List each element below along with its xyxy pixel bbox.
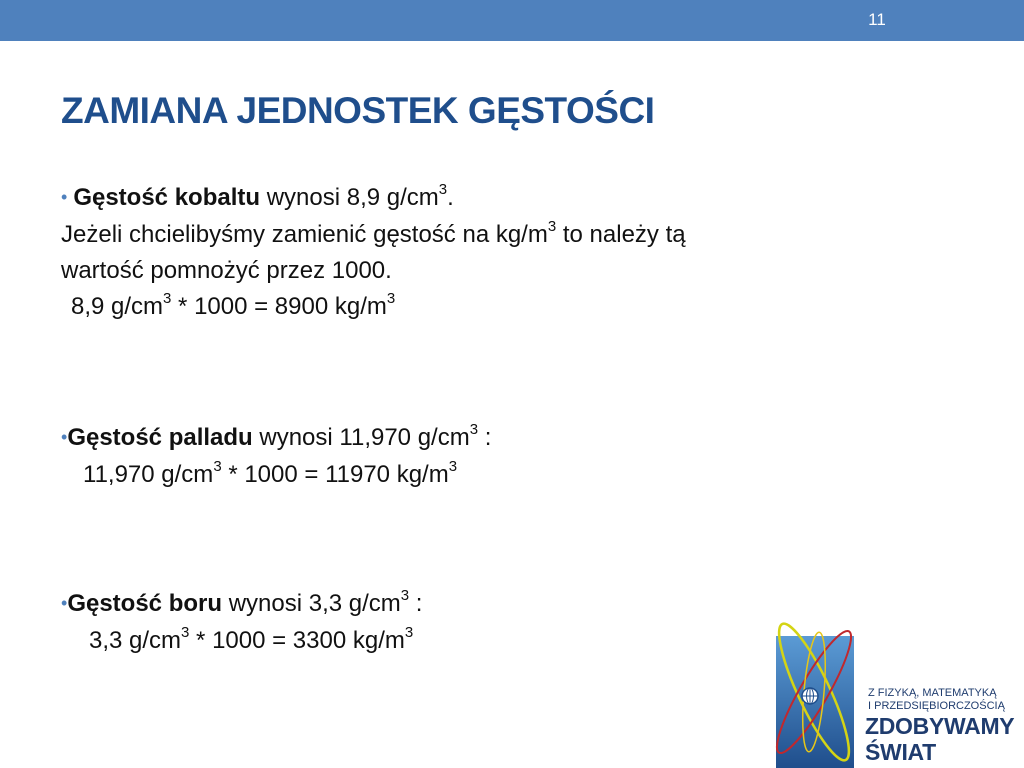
logo-wordmark: ZDOBYWAMY ŚWIAT <box>865 713 1015 765</box>
cobalt-explain-line-1: Jeżeli chcielibyśmy zamienić gęstość na $kg/m^3$ to należy tą <box>61 218 686 248</box>
list-item-cobalt <box>61 180 686 325</box>
boron-intro: wynosi 3,3 g/cm <box>228 590 401 617</box>
logo-tagline: Z FIZYKĄ, MATEMATYKĄ I PRZEDSIĘBIORCZOŚCIĄ <box>868 687 1005 712</box>
slide-title: ZAMIANA JEDNOSTEK GĘSTOŚCI <box>61 90 655 131</box>
slide-number: 11 <box>868 10 886 29</box>
cobalt-calculation: 8,9 $g/cm^3 * 1000 = 8900$ $kg/m^3$ <box>71 290 396 320</box>
cobalt-name: Gęstość kobaltu <box>73 184 261 211</box>
cobalt-intro: wynosi 8,9 g/cm <box>266 184 439 211</box>
cobalt-intro-line: • Gęstość kobaltu wynosi 8,9 $g/cm^3$. <box>61 181 454 211</box>
palladium-intro: wynosi 11,970 g/cm <box>259 424 470 451</box>
list-item-palladium <box>61 420 491 493</box>
bullet-icon: • <box>61 593 68 613</box>
palladium-intro-line: •Gęstość palladu wynosi 11,970 $g/cm^3$ : <box>61 421 492 451</box>
list-item-boron <box>61 586 422 659</box>
bullet-icon: • <box>61 427 68 447</box>
cobalt-explain-line-2: wartość pomnożyć przez 1000. <box>61 257 392 284</box>
bullet-icon: • <box>61 187 68 207</box>
palladium-calculation: 11,970 $g/cm^3 * 1000 = 11970$ $kg/m^3$ <box>83 458 458 488</box>
boron-calculation: 3,3 $g/cm^3 * 1000 = 3300$ $kg/m^3$ <box>89 624 414 654</box>
boron-name: Gęstość boru <box>67 590 223 617</box>
palladium-name: Gęstość palladu <box>67 424 253 451</box>
boron-intro-line: •Gęstość boru wynosi 3,3 $g/cm^3$ : <box>61 587 423 617</box>
